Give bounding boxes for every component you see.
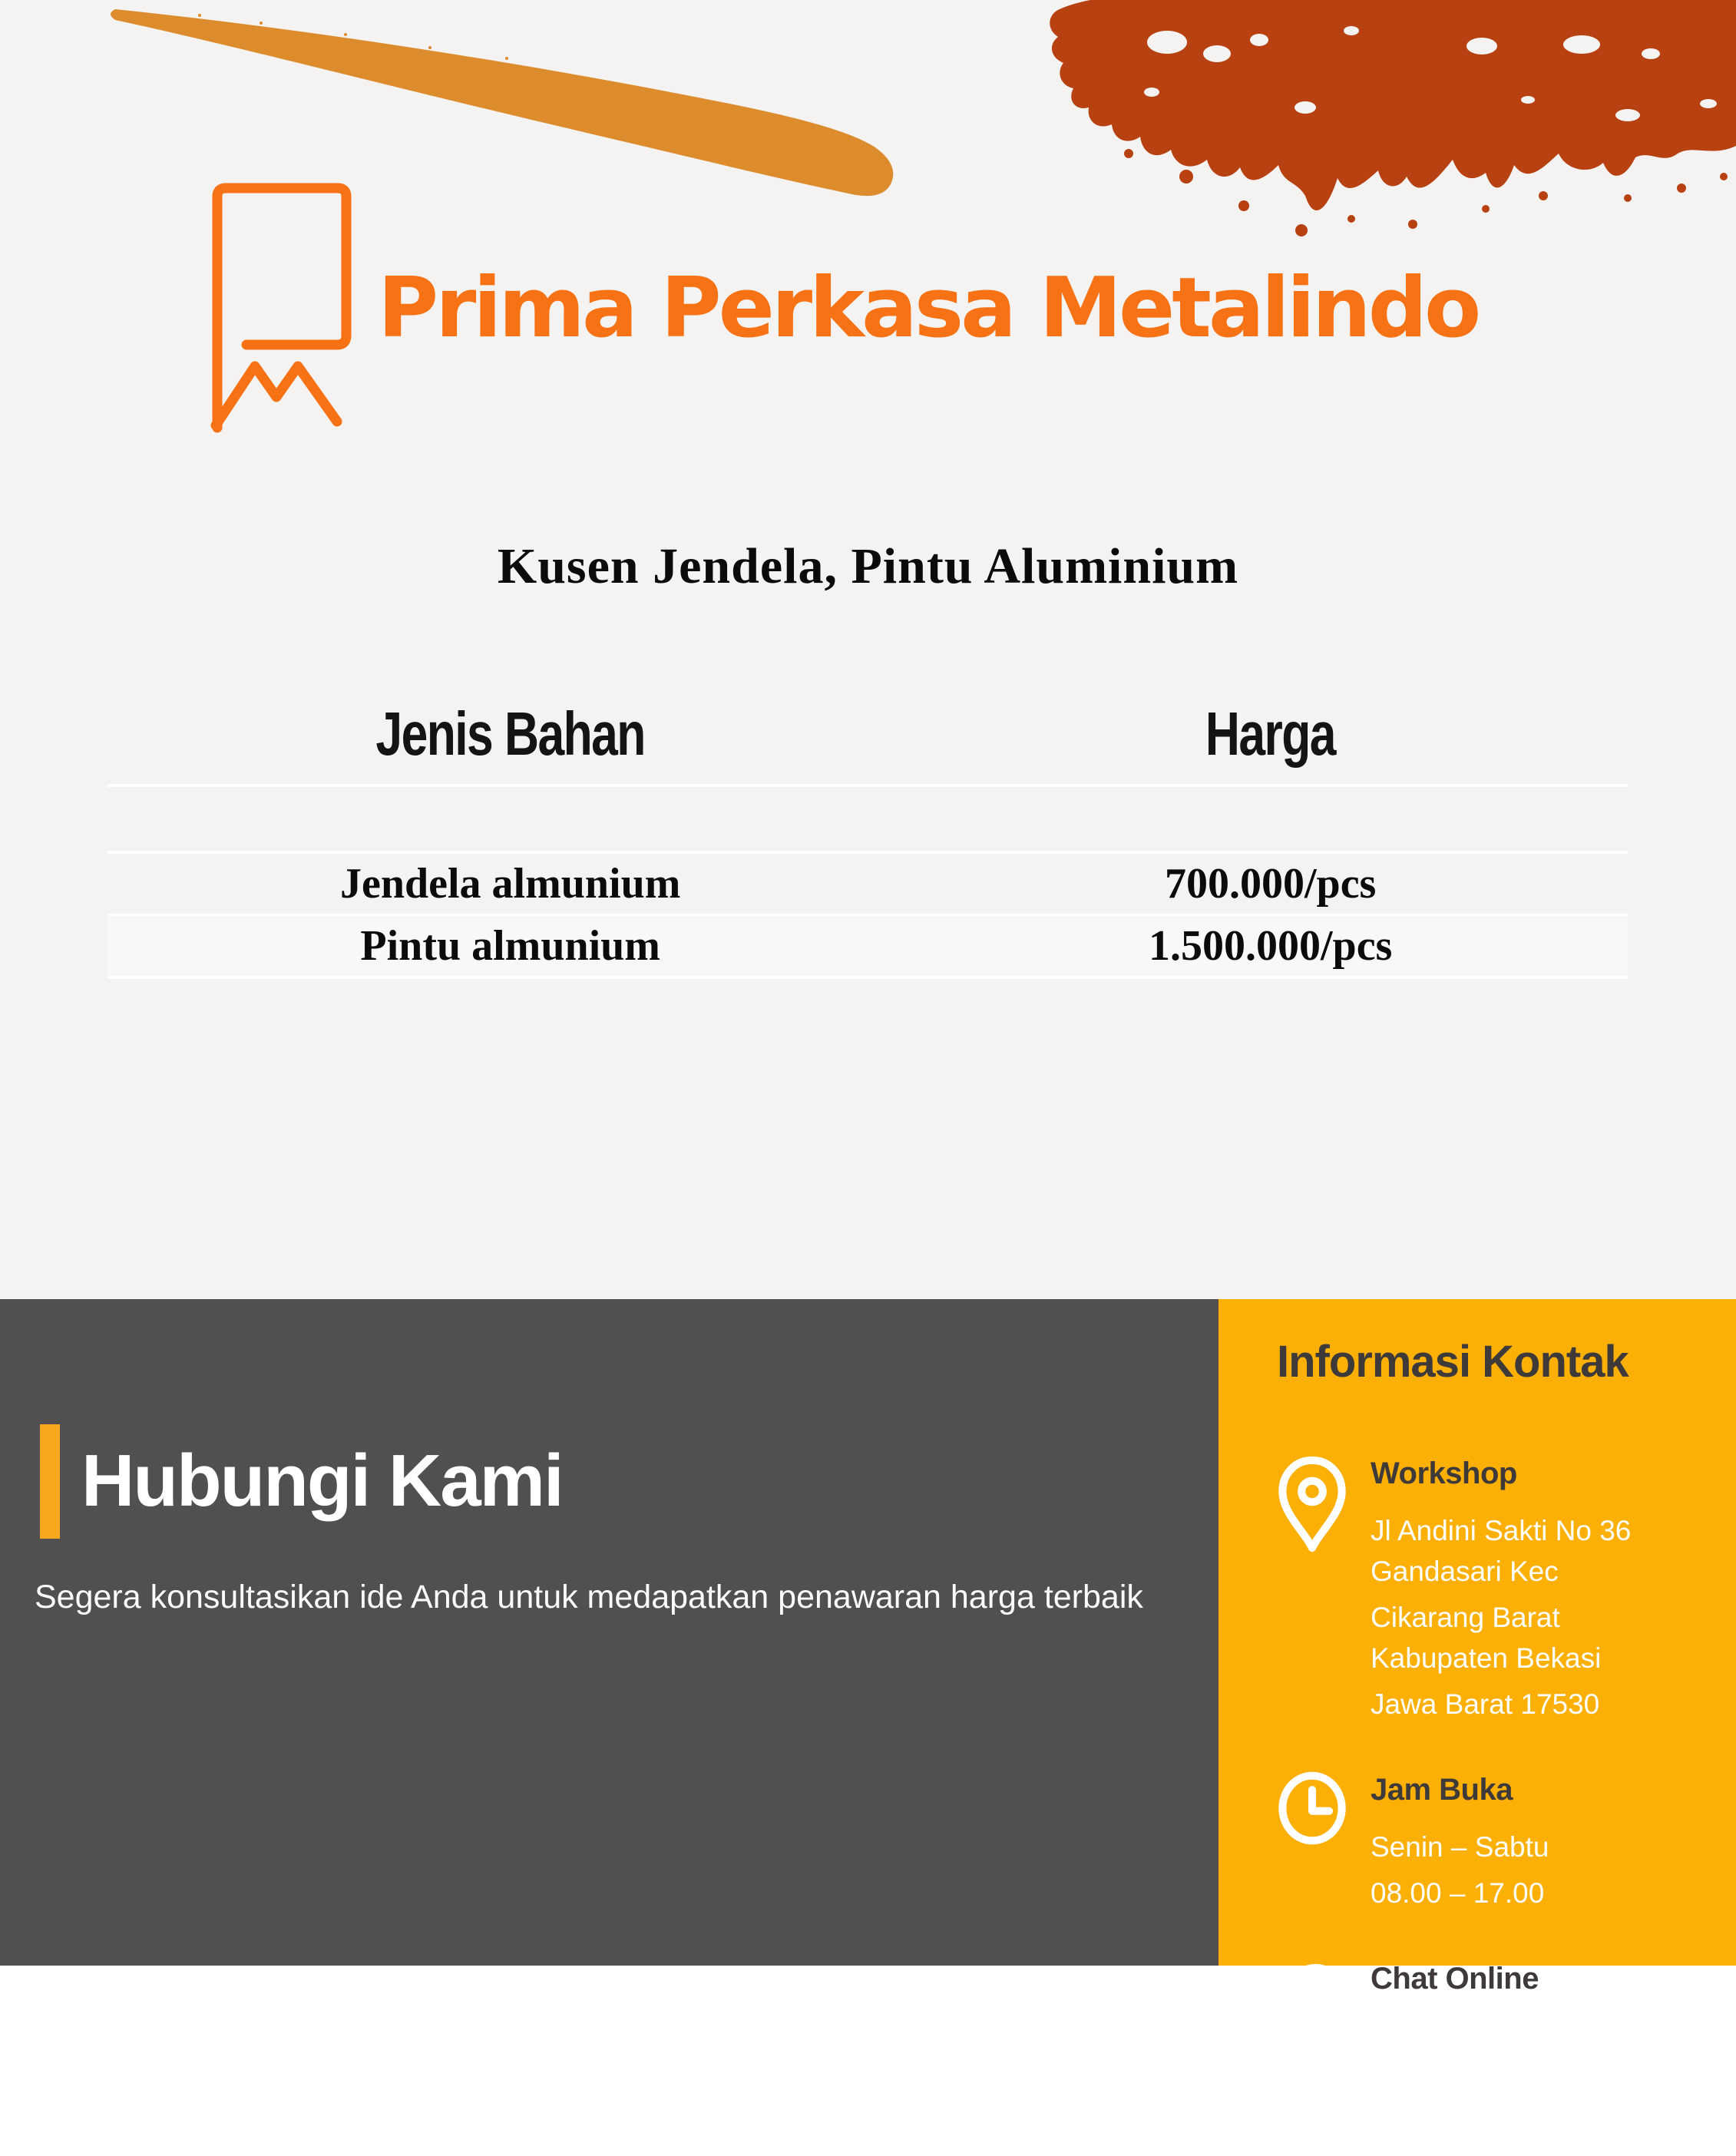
price-cell: 700.000/pcs <box>1165 860 1377 908</box>
column-header-material: Jenis Bahan <box>375 699 645 768</box>
page-title: Kusen Jendela, Pintu Aluminium <box>497 538 1239 594</box>
accent-bar <box>40 1424 60 1539</box>
chat-label: Chat Online <box>1371 1961 1539 1996</box>
contact-subtitle: Segera konsultasikan ide Anda untuk medapatkan penawaran harga terbaik <box>35 1579 1143 1615</box>
workshop-item <box>1277 1453 1705 1725</box>
price-table <box>107 683 1628 979</box>
contact-heading <box>40 1424 563 1539</box>
info-panel-title: Informasi Kontak <box>1277 1337 1629 1387</box>
footer-section <box>0 1299 1736 2052</box>
contact-panel <box>0 1299 1219 1966</box>
opening-hours-label: Jam Buka <box>1371 1772 1513 1807</box>
opening-hours-text <box>1371 1827 1549 1914</box>
opening-hours-item <box>1277 1770 1705 1914</box>
table-divider <box>107 976 1628 979</box>
chat-item <box>1277 1959 1705 2057</box>
phone-number: +62 812-1550-0267 <box>1371 2019 1620 2052</box>
opening-time: 08.00 – 17.00 <box>1371 1877 1545 1910</box>
address-line: Jl Andini Sakti No 36 Gandasari Kec <box>1371 1515 1632 1587</box>
brush-stroke <box>111 9 893 196</box>
column-header-price: Harga <box>1205 699 1336 768</box>
linkedin-icon[interactable] <box>1475 2122 1506 2156</box>
brand-logo-icon <box>209 182 355 435</box>
material-cell: Jendela almunium <box>339 860 681 908</box>
price-cell: 1.500.000/pcs <box>1149 922 1393 970</box>
location-pin-icon <box>1277 1453 1371 1725</box>
chat-bubble-icon <box>1277 1959 1371 2057</box>
facebook-icon[interactable] <box>1308 2122 1331 2156</box>
social-links <box>1277 2122 1705 2156</box>
price-table-header <box>107 683 1628 784</box>
material-cell: Pintu almunium <box>360 922 660 970</box>
table-row <box>107 916 1628 976</box>
brand-wordmark: Prima Perkasa Metalindo <box>378 260 1479 356</box>
workshop-label: Workshop <box>1371 1457 1517 1490</box>
address-line: Jawa Barat 17530 <box>1371 1688 1600 1721</box>
opening-days: Senin – Sabtu <box>1371 1830 1549 1863</box>
twitter-icon[interactable] <box>1386 2122 1420 2156</box>
table-blank-row <box>107 787 1628 851</box>
paint-splatter <box>1050 0 1736 236</box>
address-line: Cikarang Barat Kabupaten Bekasi <box>1371 1602 1602 1674</box>
info-panel <box>1219 1299 1736 2052</box>
contact-title: Hubungi Kami <box>81 1440 563 1522</box>
workshop-address <box>1371 1511 1705 1725</box>
chat-phone <box>1371 2016 1619 2057</box>
clock-icon <box>1277 1770 1371 1914</box>
table-row <box>107 854 1628 914</box>
